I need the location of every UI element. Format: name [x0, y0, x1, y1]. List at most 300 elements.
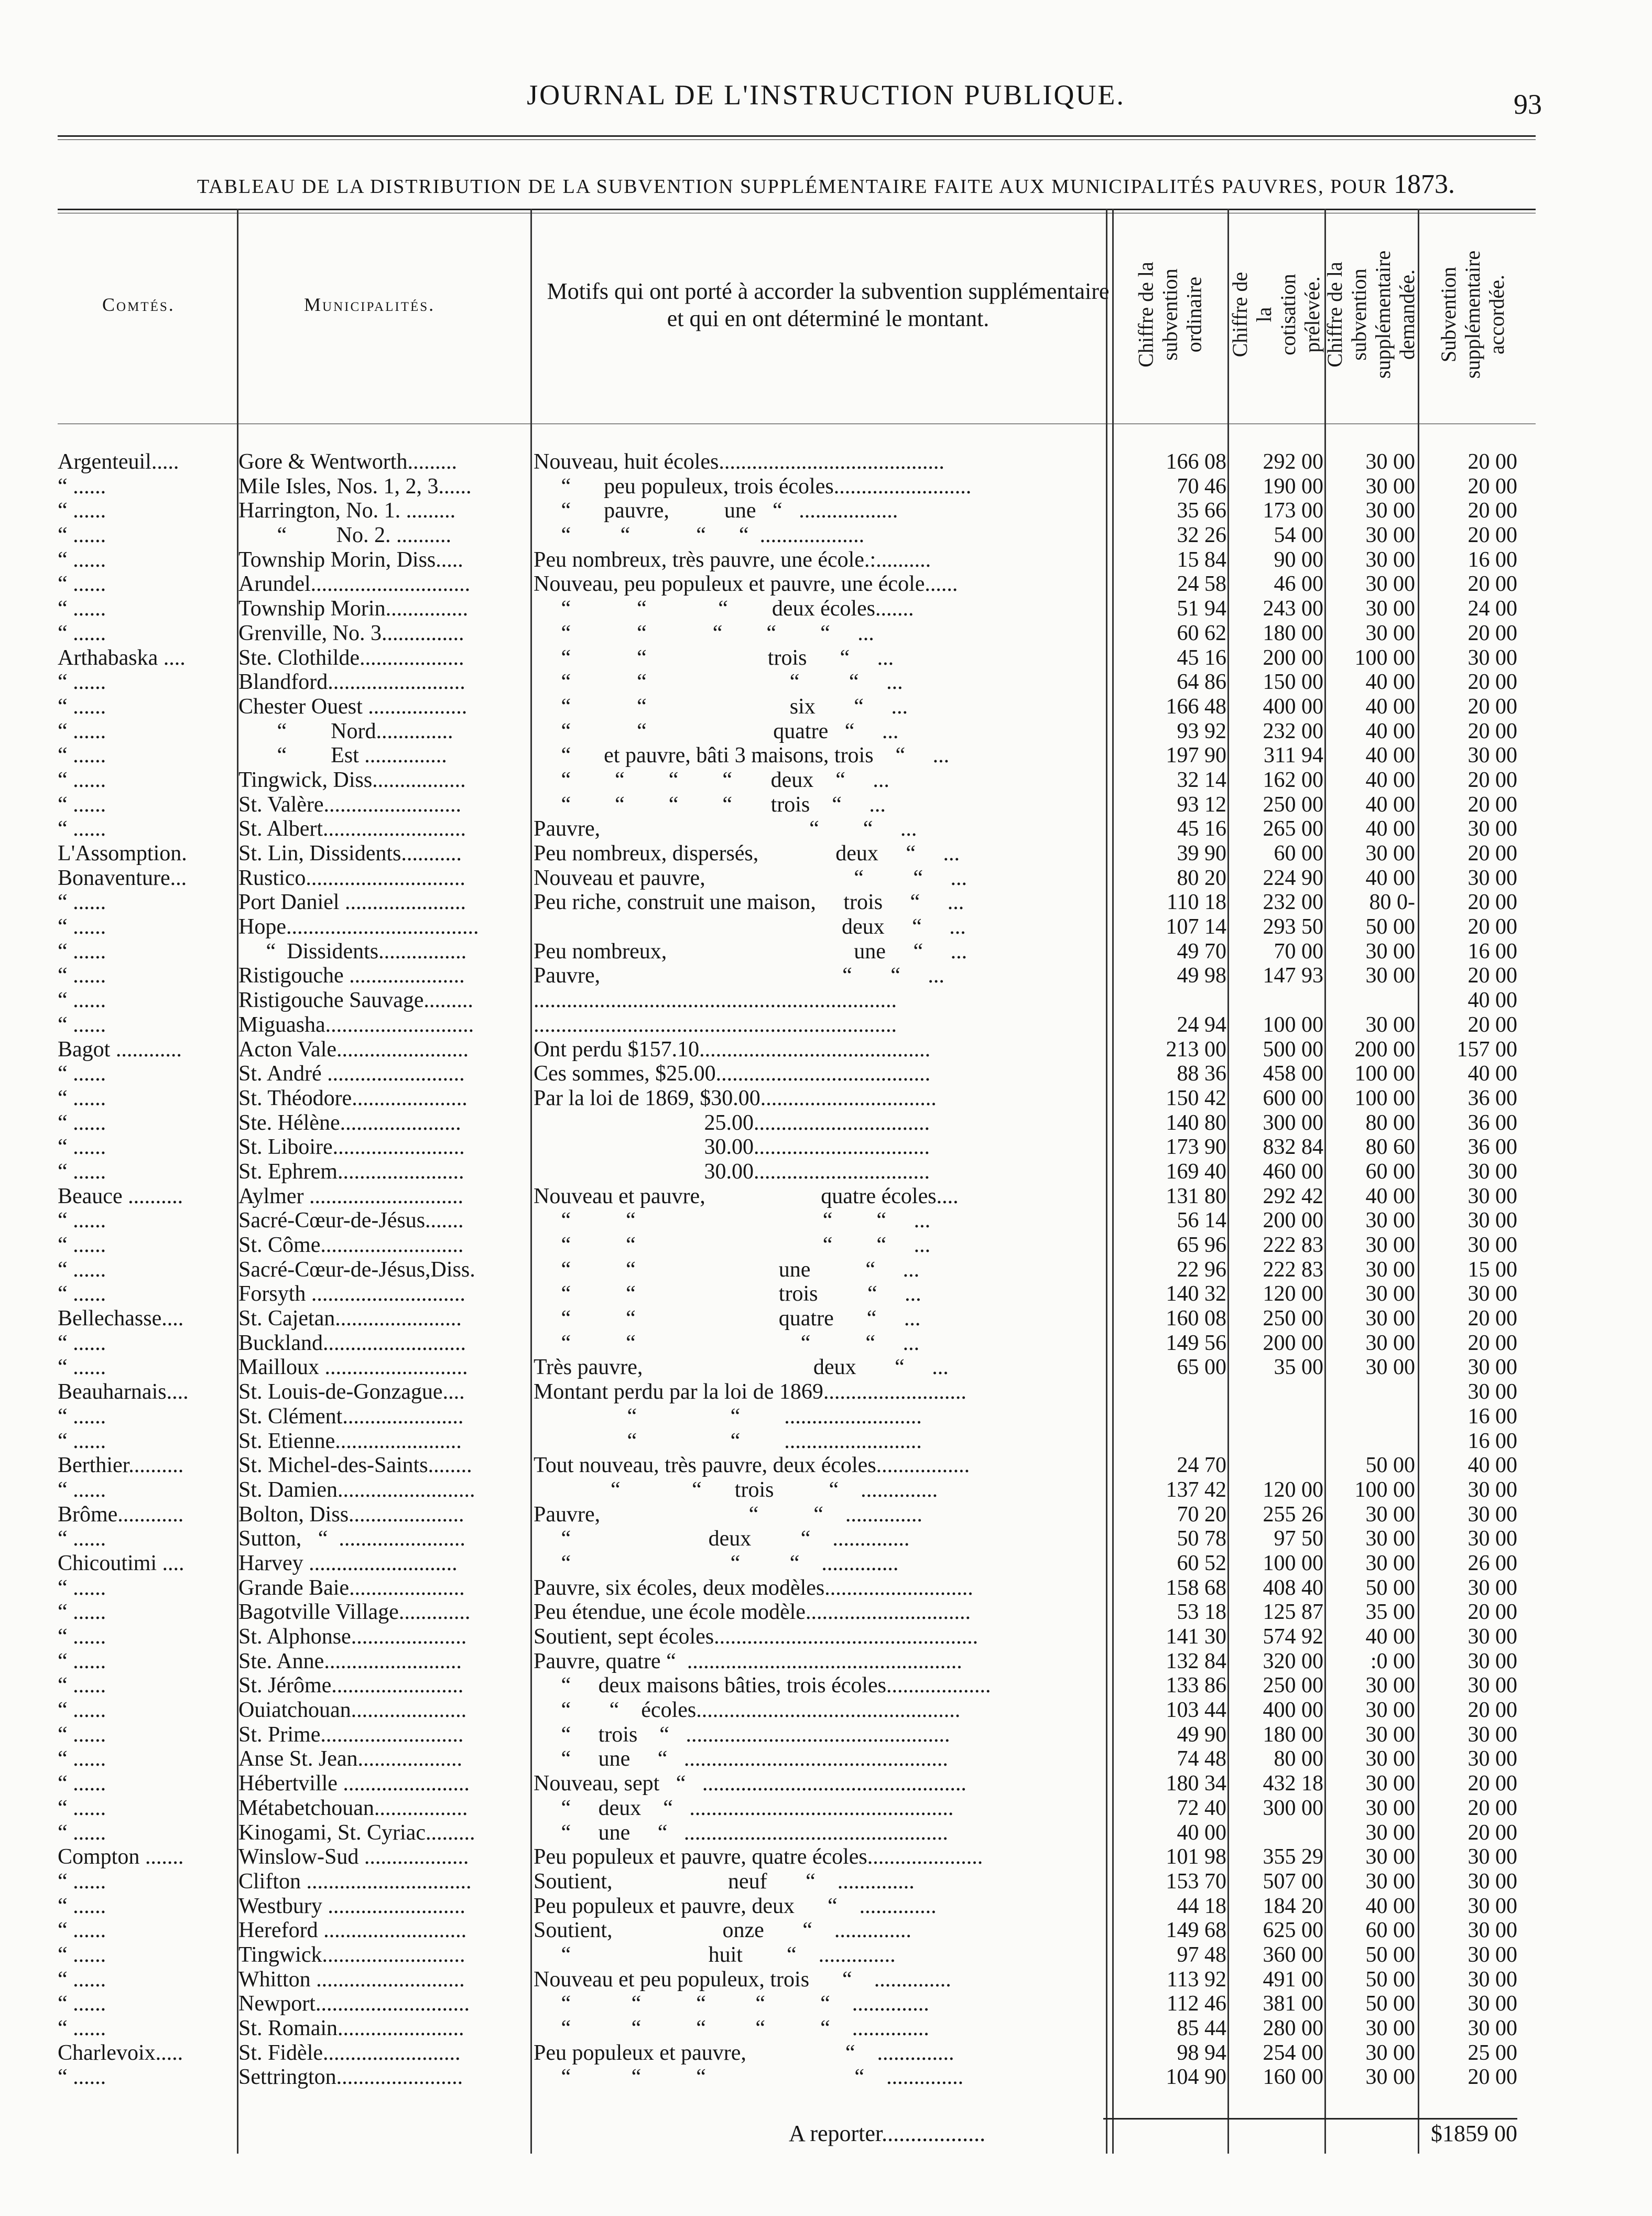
cell-municipalite: Rustico............................. [238, 866, 465, 890]
cell-accordee: 30 00 [1468, 1942, 1517, 1967]
cell-municipalite: Mailloux .......................... [238, 1355, 468, 1380]
cell-comte: “ ...... [58, 1062, 106, 1086]
cell-motif: “ une “ ................................................ [534, 1747, 948, 1771]
cell-accordee: 30 00 [1468, 1918, 1517, 1943]
cell-accordee: 20 00 [1468, 523, 1517, 548]
cell-comte: “ ...... [58, 1918, 106, 1943]
cell-motif: “ peu populeux, trois écoles......................... [534, 474, 972, 499]
cell-ordinaire: 140 80 [1166, 1110, 1226, 1135]
cell-accordee: 36 00 [1468, 1135, 1517, 1160]
cell-comte: “ ...... [58, 474, 106, 499]
cell-demandee: 60 00 [1365, 1918, 1415, 1943]
cell-municipalite: Whitton ........................... [238, 1967, 465, 1992]
table-row [0, 548, 1652, 572]
cell-demandee: 50 00 [1365, 1992, 1415, 2016]
cell-municipalite: St. Liboire........................ [238, 1135, 465, 1160]
cell-accordee: 30 00 [1468, 1184, 1517, 1208]
cell-demandee: 30 00 [1365, 1331, 1415, 1355]
cell-accordee: 16 00 [1468, 547, 1517, 572]
cell-accordee: 20 00 [1468, 1698, 1517, 1723]
cell-accordee: 20 00 [1468, 670, 1517, 695]
cell-cotisation: 460 00 [1263, 1159, 1323, 1184]
cell-municipalite: Clifton .............................. [238, 1869, 472, 1894]
table-row [0, 1062, 1652, 1086]
cell-ordinaire: 24 58 [1177, 572, 1226, 597]
cell-municipalite: Mile Isles, Nos. 1, 2, 3...... [238, 474, 472, 499]
table-row [0, 1111, 1652, 1136]
cell-motif: Nouveau et pauvre, “ “ ... [534, 866, 967, 890]
table-row [0, 768, 1652, 793]
cell-cotisation: 250 00 [1263, 792, 1323, 817]
cell-municipalite: Sutton, “ ....................... [238, 1527, 465, 1551]
cell-motif: Nouveau et peu populeux, trois “ .............. [534, 1967, 951, 1992]
cell-municipalite: Métabetchouan................. [238, 1796, 468, 1820]
cell-municipalite: Ouiatchouan..................... [238, 1698, 467, 1723]
cell-motif: “ deux maisons bâties, trois écoles................... [534, 1673, 991, 1698]
cell-comte: “ ...... [58, 1257, 106, 1282]
cell-motif: Montant perdu par la loi de 1869.......................... [534, 1380, 966, 1404]
cell-comte: “ ...... [58, 939, 106, 964]
cell-cotisation: 180 00 [1263, 1722, 1323, 1747]
cell-comte: “ ...... [58, 1967, 106, 1992]
cell-motif: Peu populeux et pauvre, deux “ .............. [534, 1894, 937, 1918]
rule-top [58, 135, 1536, 137]
cell-motif: 30.00................................ [534, 1159, 930, 1184]
cell-municipalite: Newport............................ [238, 1992, 470, 2016]
cell-ordinaire: 98 94 [1177, 2040, 1226, 2065]
cell-ordinaire: 70 20 [1177, 1502, 1226, 1527]
cell-municipalite: Blandford......................... [238, 670, 465, 695]
table-row [0, 1551, 1652, 1576]
cell-motif: Pauvre, “ “ ... [534, 817, 917, 841]
cell-ordinaire: 140 32 [1166, 1282, 1226, 1306]
table-row [0, 646, 1652, 671]
cell-motif: “ “ “ “ ... [534, 1331, 920, 1355]
table-row [0, 1821, 1652, 1845]
cell-comte: “ ...... [58, 499, 106, 523]
cell-ordinaire: 150 42 [1166, 1086, 1226, 1110]
cell-ordinaire: 110 18 [1167, 890, 1226, 915]
cell-demandee: 100 00 [1354, 1086, 1415, 1110]
cell-ordinaire: 39 90 [1177, 841, 1226, 866]
table-row [0, 621, 1652, 646]
cell-ordinaire: 24 70 [1177, 1453, 1226, 1478]
cell-cotisation: 100 00 [1263, 1012, 1323, 1037]
cell-cotisation: 200 00 [1263, 1331, 1323, 1355]
cell-ordinaire: 15 84 [1177, 547, 1226, 572]
cell-demandee: 30 00 [1365, 841, 1415, 866]
cell-municipalite: Ristigouche Sauvage......... [238, 988, 473, 1013]
cell-motif: “ “ quatre “ ... [534, 1306, 921, 1331]
cell-motif: Peu étendue, une école modèle.............................. [534, 1600, 971, 1625]
cell-demandee: 30 00 [1365, 572, 1415, 597]
table-row [0, 1282, 1652, 1306]
cell-demandee: 30 00 [1365, 547, 1415, 572]
cell-municipalite: “ Est ............... [238, 743, 447, 768]
table-row [0, 1013, 1652, 1037]
table-row [0, 890, 1652, 915]
cell-demandee: 30 00 [1365, 1845, 1415, 1869]
header-ordinaire-text: Chiffre de la subvention ordinaire [1134, 262, 1206, 367]
cell-motif: “ “ quatre “ ... [534, 719, 899, 743]
cell-municipalite: Bolton, Diss..................... [238, 1502, 464, 1527]
cell-ordinaire: 180 34 [1166, 1771, 1226, 1796]
cell-ordinaire: 70 46 [1177, 474, 1226, 499]
cell-municipalite: Gore & Wentworth......... [238, 450, 457, 474]
cell-cotisation: 625 00 [1263, 1918, 1323, 1943]
cell-ordinaire: 65 00 [1177, 1355, 1226, 1380]
cell-cotisation: 232 00 [1263, 719, 1323, 743]
cell-comte: “ ...... [58, 1233, 106, 1257]
cell-comte: “ ...... [58, 1698, 106, 1723]
header-accordee [1420, 210, 1525, 419]
cell-accordee: 36 00 [1468, 1086, 1517, 1110]
table-title-text: TABLEAU DE LA DISTRIBUTION DE LA SUBVENTION SUPPLÉMENTAIRE FAITE AUX MUNICIPALITÉS PAUVRES, POUR [197, 176, 1388, 198]
cell-ordinaire: 53 18 [1177, 1600, 1226, 1625]
cell-ordinaire: 74 48 [1177, 1747, 1226, 1771]
cell-cotisation: 500 00 [1263, 1037, 1323, 1062]
cell-demandee: 40 00 [1365, 694, 1415, 719]
cell-accordee: 36 00 [1468, 1110, 1517, 1135]
cell-comte: “ ...... [58, 1429, 106, 1453]
cell-municipalite: Grenville, No. 3............... [238, 621, 464, 645]
table-body [0, 450, 1652, 2090]
cell-comte: “ ...... [58, 792, 106, 817]
table-row [0, 1869, 1652, 1894]
cell-municipalite: Hope................................... [238, 915, 479, 939]
table-row [0, 988, 1652, 1013]
cell-demandee: 30 00 [1365, 1233, 1415, 1257]
cell-municipalite: St. Valère......................... [238, 792, 462, 817]
cell-ordinaire: 137 42 [1166, 1477, 1226, 1502]
cell-accordee: 20 00 [1468, 2065, 1517, 2090]
cell-demandee: 40 00 [1365, 1184, 1415, 1208]
table-row [0, 2016, 1652, 2041]
cell-cotisation: 162 00 [1263, 768, 1323, 792]
cell-demandee: 30 00 [1365, 621, 1415, 645]
cell-ordinaire: 197 90 [1166, 743, 1226, 768]
cell-accordee: 15 00 [1468, 1257, 1517, 1282]
table-row [0, 1723, 1652, 1747]
cell-comte: Argenteuil..... [58, 450, 179, 474]
cell-accordee: 157 00 [1457, 1037, 1517, 1062]
cell-motif: Peu nombreux, très pauvre, une école.:.......... [534, 547, 931, 572]
cell-comte: “ ...... [58, 547, 106, 572]
cell-motif: Nouveau, sept “ ................................................ [534, 1771, 966, 1796]
cell-ordinaire: 22 96 [1177, 1257, 1226, 1282]
cell-cotisation: 292 42 [1263, 1184, 1323, 1208]
cell-ordinaire: 149 68 [1166, 1918, 1226, 1943]
cell-comte: “ ...... [58, 523, 106, 548]
cell-demandee: 30 00 [1365, 2016, 1415, 2040]
table-row [0, 1429, 1652, 1454]
cell-municipalite: Miguasha........................... [238, 1012, 474, 1037]
cell-accordee: 30 00 [1468, 1380, 1517, 1404]
cell-cotisation: 100 00 [1263, 1551, 1323, 1575]
cell-accordee: 20 00 [1468, 572, 1517, 597]
cell-municipalite: St. Côme.......................... [238, 1233, 464, 1257]
cell-municipalite: St. Louis-de-Gonzague.... [238, 1380, 465, 1404]
cell-comte: “ ...... [58, 1331, 106, 1355]
cell-comte: “ ...... [58, 1208, 106, 1233]
cell-accordee: 20 00 [1468, 1306, 1517, 1331]
cell-motif: “ “ ......................... [534, 1404, 922, 1429]
cell-demandee: 30 00 [1365, 2040, 1415, 2065]
cell-municipalite: “ Dissidents................ [238, 939, 467, 964]
table-row [0, 817, 1652, 841]
cell-demandee: 40 00 [1365, 670, 1415, 695]
cell-cotisation: 224 90 [1263, 866, 1323, 890]
cell-cotisation: 265 00 [1263, 817, 1323, 841]
cell-comte: “ ...... [58, 1942, 106, 1967]
cell-accordee: 30 00 [1468, 1159, 1517, 1184]
cell-demandee: 30 00 [1365, 1306, 1415, 1331]
table-row [0, 450, 1652, 474]
cell-accordee: 16 00 [1468, 1429, 1517, 1453]
total-value: $1859 00 [1431, 2121, 1517, 2146]
cell-demandee: 60 00 [1365, 1159, 1415, 1184]
cell-demandee: 30 00 [1365, 1796, 1415, 1820]
cell-comte: “ ...... [58, 1477, 106, 1502]
cell-ordinaire: 56 14 [1177, 1208, 1226, 1233]
cell-demandee: 30 00 [1365, 499, 1415, 523]
cell-municipalite: St. Romain....................... [238, 2016, 464, 2040]
cell-ordinaire: 149 56 [1166, 1331, 1226, 1355]
cell-accordee: 30 00 [1468, 1625, 1517, 1649]
cell-accordee: 30 00 [1468, 1355, 1517, 1380]
cell-cotisation: 255 26 [1263, 1502, 1323, 1527]
cell-cotisation: 60 00 [1274, 841, 1323, 866]
table-row [0, 939, 1652, 964]
cell-accordee: 30 00 [1468, 1869, 1517, 1894]
cell-cotisation: 173 00 [1263, 499, 1323, 523]
cell-ordinaire: 158 68 [1166, 1575, 1226, 1600]
cell-cotisation: 243 00 [1263, 597, 1323, 621]
cell-demandee: 30 00 [1365, 1771, 1415, 1796]
cell-demandee: 40 00 [1365, 817, 1415, 841]
table-row [0, 1404, 1652, 1429]
cell-motif: Peu nombreux, une “ ... [534, 939, 968, 964]
cell-municipalite: St. Fidèle......................... [238, 2040, 461, 2065]
cell-motif: Soutient, onze “ .............. [534, 1918, 911, 1943]
cell-demandee: 30 00 [1365, 1355, 1415, 1380]
cell-demandee: 50 00 [1365, 1942, 1415, 1967]
cell-motif: Peu populeux et pauvre, quatre écoles..................... [534, 1845, 983, 1869]
cell-ordinaire: 112 46 [1167, 1992, 1226, 2016]
cell-municipalite: Ste. Anne......................... [238, 1649, 462, 1673]
cell-motif: Peu populeux et pauvre, “ .............. [534, 2040, 954, 2065]
cell-comte: Beauharnais.... [58, 1380, 189, 1404]
cell-comte: “ ...... [58, 1600, 106, 1625]
cell-motif: “ “ trois “ .............. [534, 1477, 938, 1502]
cell-ordinaire: 131 80 [1166, 1184, 1226, 1208]
cell-demandee: 30 00 [1365, 1527, 1415, 1551]
cell-comte: “ ...... [58, 1625, 106, 1649]
cell-motif: “ “ “ “ “ .............. [534, 2016, 929, 2040]
table-row [0, 1355, 1652, 1380]
cell-comte: “ ...... [58, 1649, 106, 1673]
cell-accordee: 16 00 [1468, 939, 1517, 964]
cell-cotisation: 300 00 [1263, 1110, 1323, 1135]
cell-comte: “ ...... [58, 1355, 106, 1380]
cell-ordinaire: 166 48 [1166, 694, 1226, 719]
cell-cotisation: 355 29 [1263, 1845, 1323, 1869]
cell-accordee: 30 00 [1468, 1282, 1517, 1306]
cell-motif: “ “ écoles................................................ [534, 1698, 961, 1723]
cell-accordee: 20 00 [1468, 964, 1517, 988]
table-row [0, 1135, 1652, 1160]
table-row [0, 793, 1652, 817]
cell-cotisation: 507 00 [1263, 1869, 1323, 1894]
header-cotisation [1229, 210, 1323, 419]
cell-accordee: 20 00 [1468, 694, 1517, 719]
total-rule [1103, 2118, 1517, 2120]
cell-demandee: 50 00 [1365, 1575, 1415, 1600]
cell-municipalite: Buckland.......................... [238, 1331, 466, 1355]
table-row [0, 1673, 1652, 1698]
cell-ordinaire: 65 96 [1177, 1233, 1226, 1257]
cell-cotisation: 432 18 [1263, 1771, 1323, 1796]
cell-cotisation: 70 00 [1274, 939, 1323, 964]
cell-municipalite: St. Lin, Dissidents........... [238, 841, 462, 866]
cell-cotisation: 80 00 [1274, 1747, 1323, 1771]
cell-demandee: 30 00 [1365, 1673, 1415, 1698]
cell-municipalite: “ Nord.............. [238, 719, 453, 743]
cell-comte: Bagot ............ [58, 1037, 182, 1062]
cell-cotisation: 150 00 [1263, 670, 1323, 695]
cell-municipalite: Forsyth ............................ [238, 1282, 465, 1306]
cell-comte: “ ...... [58, 1012, 106, 1037]
cell-municipalite: St. Alphonse..................... [238, 1625, 467, 1649]
cell-accordee: 30 00 [1468, 1649, 1517, 1673]
cell-municipalite: Westbury ......................... [238, 1894, 465, 1918]
cell-accordee: 20 00 [1468, 621, 1517, 645]
cell-motif: “ “ “ “ ... [534, 670, 903, 695]
cell-municipalite: Hereford .......................... [238, 1918, 467, 1943]
cell-motif: “ “ “ “ ... [534, 1208, 931, 1233]
cell-accordee: 30 00 [1468, 1722, 1517, 1747]
cell-comte: Chicoutimi .... [58, 1551, 184, 1575]
cell-ordinaire: 104 90 [1166, 2065, 1226, 2090]
cell-demandee: 35 00 [1365, 1600, 1415, 1625]
cell-comte: Brôme............ [58, 1502, 184, 1527]
cell-ordinaire: 113 92 [1167, 1967, 1226, 1992]
table-row [0, 2041, 1652, 2066]
table-row [0, 1527, 1652, 1551]
cell-demandee: :0 00 [1370, 1649, 1415, 1673]
cell-comte: “ ...... [58, 1086, 106, 1110]
table-row [0, 523, 1652, 548]
header-accordee-text: Subvention supplémentaire accordée. [1437, 250, 1509, 379]
cell-demandee: 100 00 [1354, 645, 1415, 670]
cell-ordinaire: 166 08 [1166, 450, 1226, 474]
cell-accordee: 30 00 [1468, 1845, 1517, 1869]
table-title [0, 169, 1652, 200]
cell-accordee: 30 00 [1468, 1477, 1517, 1502]
cell-comte: “ ...... [58, 1796, 106, 1820]
cell-accordee: 30 00 [1468, 1502, 1517, 1527]
cell-motif: “ et pauvre, bâti 3 maisons, trois “ ... [534, 743, 950, 768]
cell-demandee: 40 00 [1365, 866, 1415, 890]
cell-ordinaire: 72 40 [1177, 1796, 1226, 1820]
cell-comte: “ ...... [58, 694, 106, 719]
cell-motif: “ “ trois “ ... [534, 645, 894, 670]
cell-cotisation: 491 00 [1263, 1967, 1323, 1992]
cell-motif: Par la loi de 1869, $30.00................................ [534, 1086, 937, 1110]
header-motifs: Motifs qui ont porté à accorder la subvention supplémentaire et qui en ont déterminé le montant. [547, 278, 1110, 331]
cell-motif: “ “ trois “ ... [534, 1282, 921, 1306]
cell-demandee: 30 00 [1365, 1282, 1415, 1306]
cell-cotisation: 35 00 [1274, 1355, 1323, 1380]
cell-accordee: 30 00 [1468, 1233, 1517, 1257]
cell-motif: “ “ “ .............. [534, 1551, 899, 1575]
table-row [0, 2065, 1652, 2090]
cell-comte: “ ...... [58, 597, 106, 621]
cell-comte: “ ...... [58, 964, 106, 988]
cell-comte: Compton ....... [58, 1845, 184, 1869]
cell-accordee: 40 00 [1468, 1453, 1517, 1478]
cell-demandee: 30 00 [1365, 1820, 1415, 1845]
cell-cotisation: 222 83 [1263, 1233, 1323, 1257]
cell-ordinaire: 32 14 [1177, 768, 1226, 792]
cell-demandee: 100 00 [1354, 1477, 1415, 1502]
table-row [0, 1086, 1652, 1111]
cell-accordee: 20 00 [1468, 499, 1517, 523]
cell-cotisation: 320 00 [1263, 1649, 1323, 1673]
table-row [0, 1576, 1652, 1601]
cell-comte: “ ...... [58, 670, 106, 695]
cell-demandee: 40 00 [1365, 719, 1415, 743]
cell-motif: “ “ “ “ deux “ ... [534, 768, 889, 792]
table-row [0, 866, 1652, 891]
cell-comte: Arthabaska .... [58, 645, 186, 670]
cell-accordee: 30 00 [1468, 743, 1517, 768]
table-row [0, 572, 1652, 597]
cell-municipalite: Chester Ouest .................. [238, 694, 468, 719]
cell-cotisation: 147 93 [1263, 964, 1323, 988]
cell-motif: “ trois “ ................................................ [534, 1722, 950, 1747]
cell-municipalite: Arundel............................. [238, 572, 471, 597]
cell-motif: “ “ “ “ “ ... [534, 621, 874, 645]
cell-cotisation: 250 00 [1263, 1673, 1323, 1698]
cell-cotisation: 381 00 [1263, 1992, 1323, 2016]
cell-comte: “ ...... [58, 2016, 106, 2040]
table-row [0, 1625, 1652, 1649]
cell-cotisation: 293 50 [1263, 915, 1323, 939]
cell-ordinaire: 45 16 [1177, 817, 1226, 841]
cell-comte: “ ...... [58, 572, 106, 597]
cell-accordee: 20 00 [1468, 915, 1517, 939]
cell-motif: “ deux “ .............. [534, 1527, 910, 1551]
cell-municipalite: St. Damien......................... [238, 1477, 475, 1502]
cell-municipalite: Harrington, No. 1. ......... [238, 499, 456, 523]
table-row [0, 743, 1652, 768]
cell-municipalite: Tingwick.......................... [238, 1942, 465, 1967]
cell-ordinaire: 160 08 [1166, 1306, 1226, 1331]
table-row [0, 1771, 1652, 1796]
table-row [0, 1208, 1652, 1233]
cell-motif: Ont perdu $157.10.......................................... [534, 1037, 931, 1062]
cell-demandee: 30 00 [1365, 1869, 1415, 1894]
cell-cotisation: 408 40 [1263, 1575, 1323, 1600]
cell-comte: “ ...... [58, 1282, 106, 1306]
cell-comte: “ ...... [58, 1894, 106, 1918]
cell-demandee: 30 00 [1365, 1012, 1415, 1037]
cell-ordinaire: 93 12 [1177, 792, 1226, 817]
cell-motif: Très pauvre, deux “ ... [534, 1355, 949, 1380]
cell-motif: Soutient, neuf “ .............. [534, 1869, 915, 1894]
cell-demandee: 40 00 [1365, 768, 1415, 792]
